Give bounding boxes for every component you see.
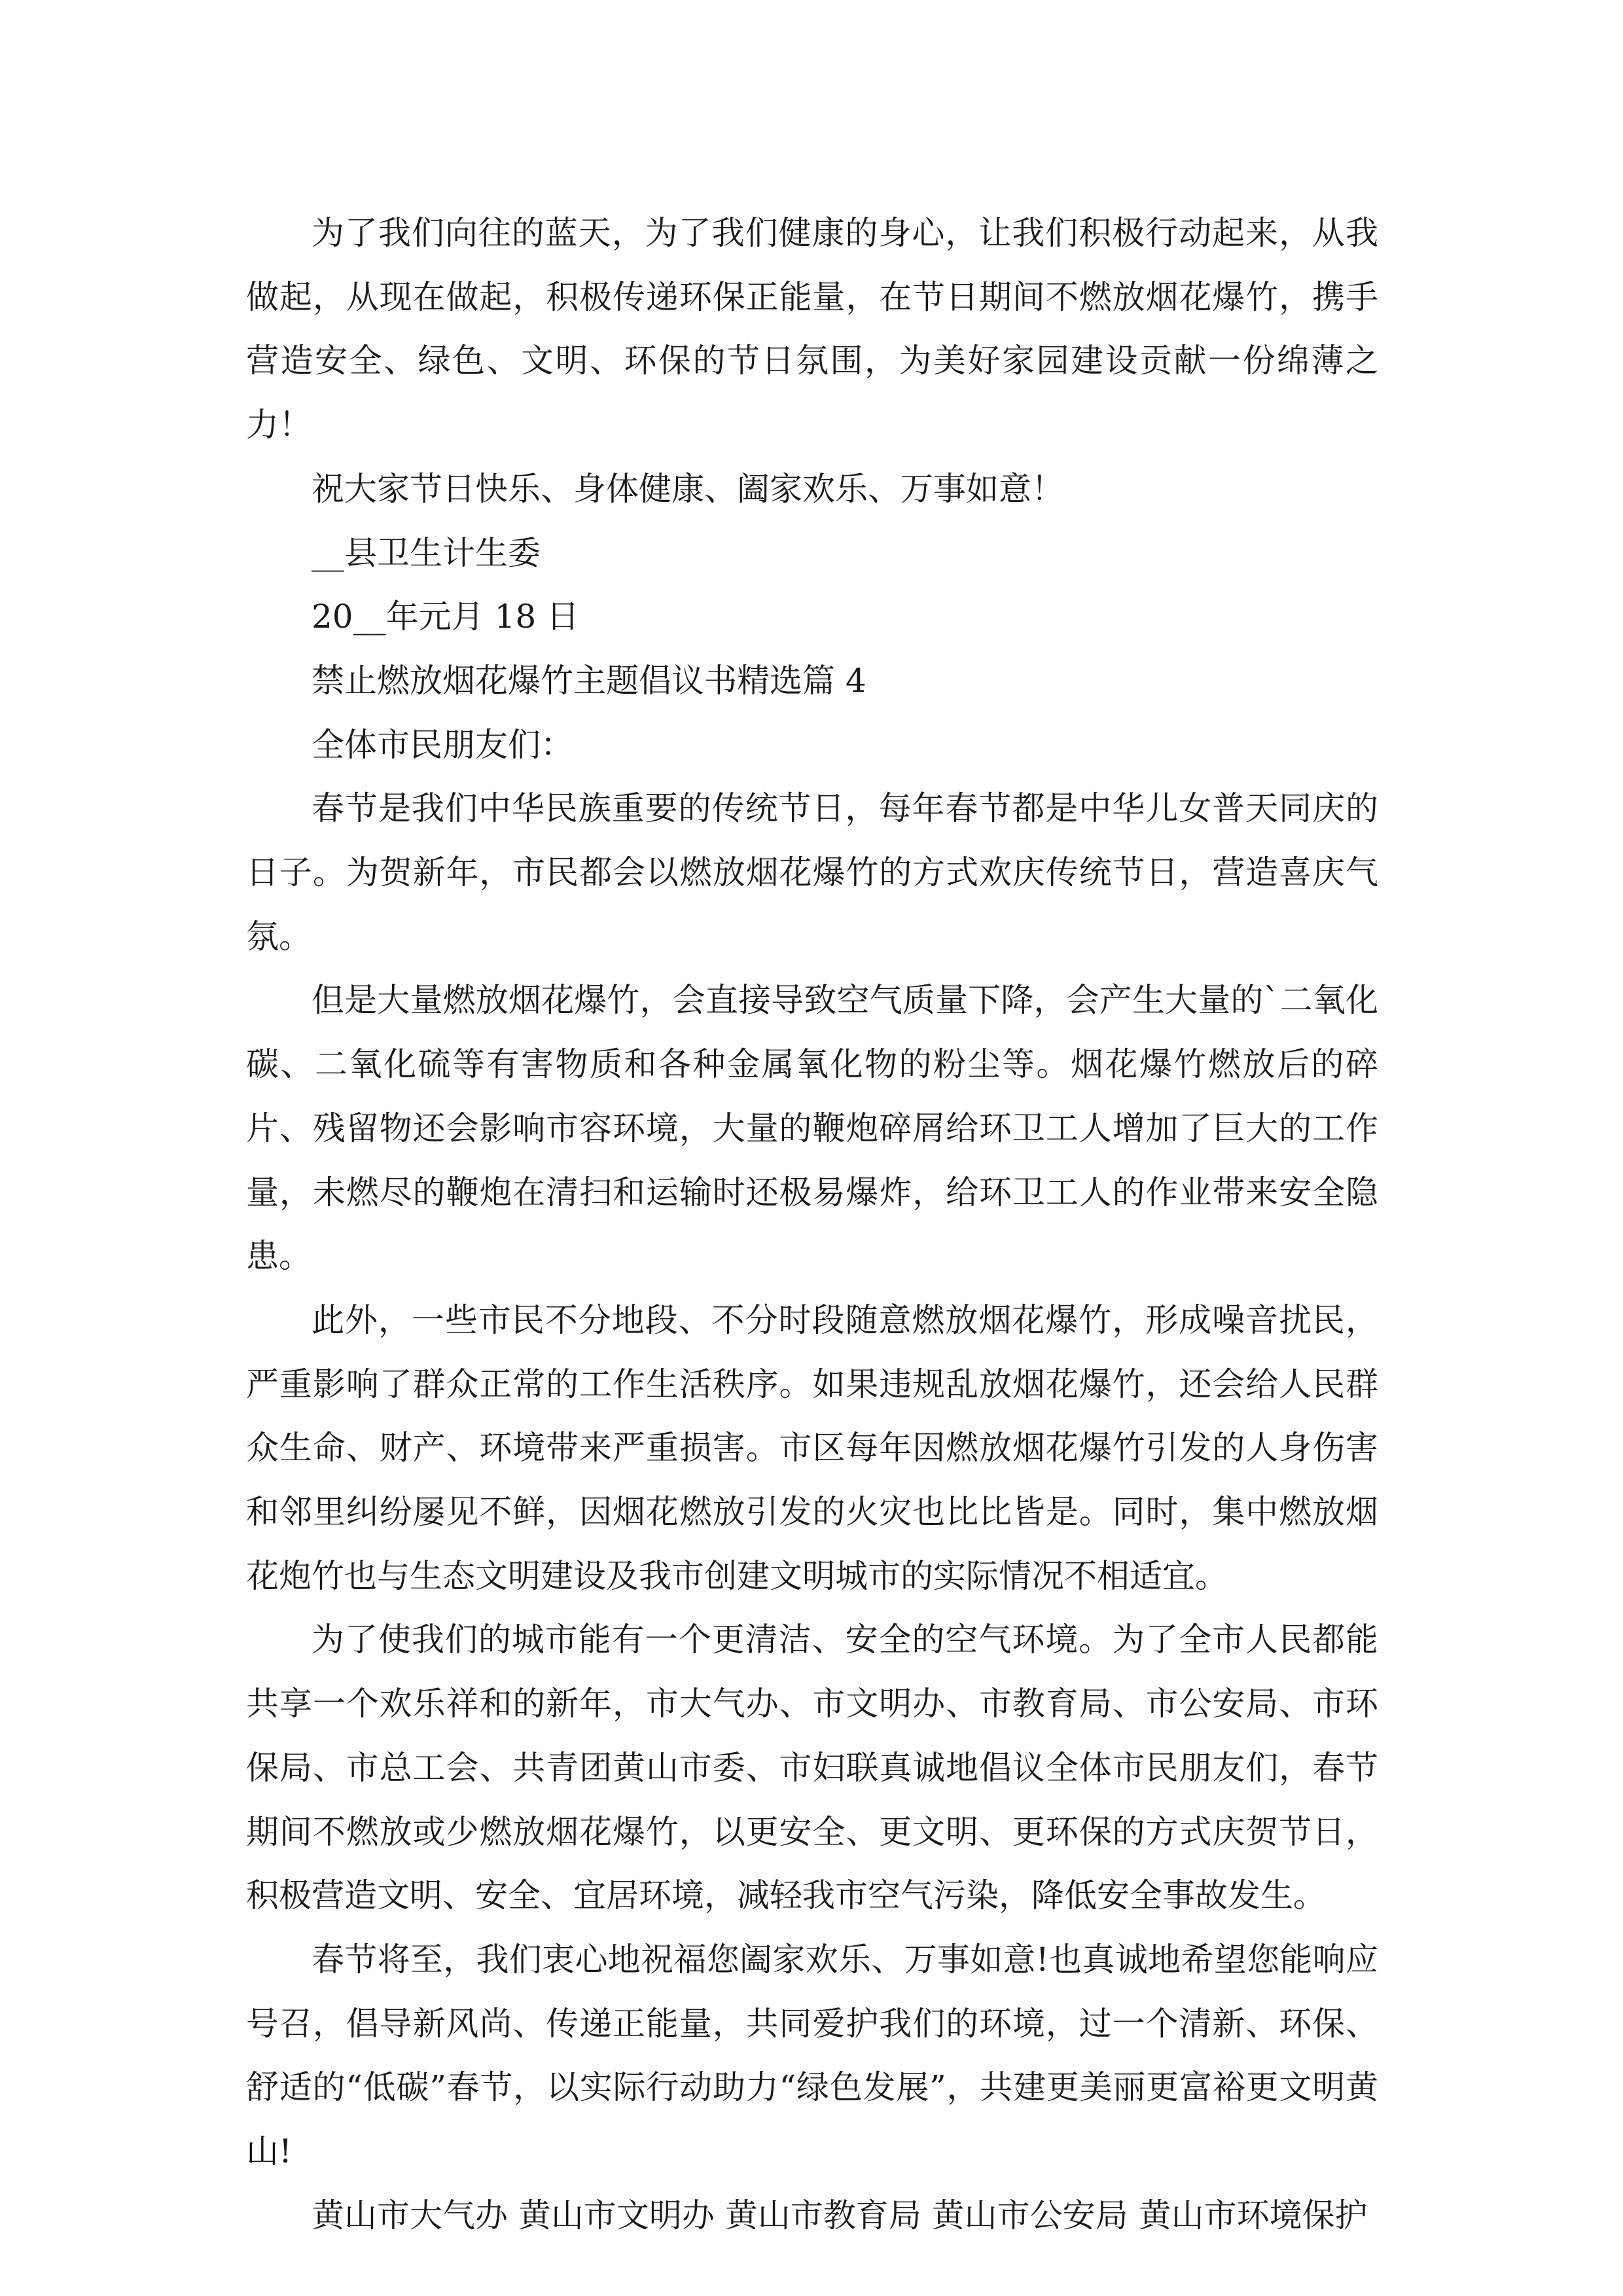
paragraph-pollution: 但是大量燃放烟花爆竹，会直接导致空气质量下降，会产生大量的`二氧化碳、二氧化硫等有害物质和各种金属氧化物的粉尘等。烟花爆竹燃放后的碎片、残留物还会影响市容环境，大量的鞭炮碎屑给环卫工人增加了巨大的工作量，未燃尽的鞭炮在清扫和运输时还极易爆炸，给环卫工人的作业带来安全隐患。 xyxy=(246,981,1378,1276)
paragraph-closing-appeal: 为了我们向往的蓝天，为了我们健康的身心，让我们积极行动起来，从我做起，从现在做起，积极传递环保正能量，在节日期间不燃放烟花爆竹，携手营造安全、绿色、文明、环保的节日氛围，为美好家园建设贡献一份绵薄之力！ xyxy=(246,214,1378,444)
paragraph-initiative: 为了使我们的城市能有一个更清洁、安全的空气环境。为了全市人民都能共享一个欢乐祥和的新年，市大气办、市文明办、市教育局、市公安局、市环保局、市总工会、共青团黄山市委、市妇联真诚地倡议全体市民朋友们，春节期间不燃放或少燃放烟花爆竹，以更安全、更文明、更环保的方式庆贺节日，积极营造文明、安全、宜居环境，减轻我市空气污染，降低安全事故发生。 xyxy=(246,1621,1378,1915)
signature-organization: __县卫生计生委 xyxy=(312,533,541,572)
signature-date: 20__年元月 18 日 xyxy=(312,598,580,636)
document-body xyxy=(246,202,1378,2248)
paragraph-intro: 春节是我们中华民族重要的传统节日，每年春节都是中华儿女普天同庆的日子。为贺新年，市民都会以燃放烟花爆竹的方式欢庆传统节日，营造喜庆气氛。 xyxy=(246,789,1378,956)
paragraph-wishes: 祝大家节日快乐、身体健康、阖家欢乐、万事如意！ xyxy=(312,469,1064,508)
paragraph-noise-safety: 此外，一些市民不分地段、不分时段随意燃放烟花爆竹，形成噪音扰民，严重影响了群众正常的工作生活秩序。如果违规乱放烟花爆竹，还会给人民群众生命、财产、环境带来严重损害。市区每年因燃放烟花爆竹引发的人身伤害和邻里纠纷屡见不鲜，因烟花燃放引发的火灾也比比皆是。同时，集中燃放烟花炮竹也与生态文明建设及我市创建文明城市的实际情况不相适宜。 xyxy=(246,1300,1378,1595)
section-title: 禁止燃放烟花爆竹主题倡议书精选篇 4 xyxy=(312,661,866,700)
signature-agencies: 黄山市大气办 黄山市文明办 黄山市教育局 黄山市公安局 黄山市环境保护 xyxy=(312,2196,1368,2234)
paragraph-blessing: 春节将至，我们衷心地祝福您阖家欢乐、万事如意!也真诚地希望您能响应号召，倡导新风尚、传递正能量，共同爱护我们的环境，过一个清新、环保、舒适的“低碳”春节，以实际行动助力“绿色发展”，共建更美丽更富裕更文明黄山! xyxy=(246,1940,1378,2171)
salutation: 全体市民朋友们： xyxy=(312,725,573,764)
